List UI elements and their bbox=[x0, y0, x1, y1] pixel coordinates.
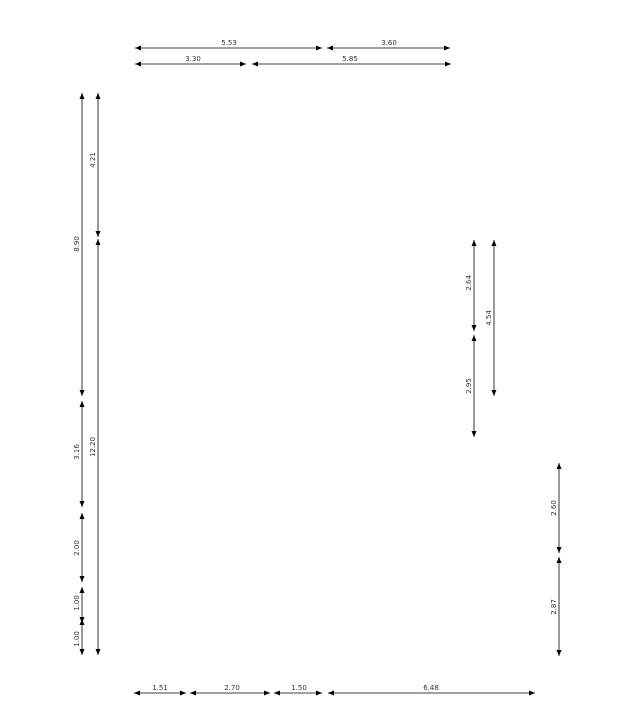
dimension-label: 4.21 bbox=[89, 152, 97, 168]
dimension-top-row-1-a bbox=[135, 39, 322, 51]
dimension-label: 2.70 bbox=[224, 684, 240, 692]
dimension-bottom-b bbox=[190, 684, 270, 696]
dimension-label: 12.20 bbox=[89, 436, 97, 458]
dimension-label: 2.00 bbox=[73, 540, 81, 556]
dimension-left-outer-e bbox=[73, 619, 85, 655]
dimension-middle-right-a-1 bbox=[465, 240, 477, 331]
dimension-bottom-d bbox=[328, 684, 535, 696]
dimension-top-row-2-b bbox=[252, 55, 451, 67]
dimension-bottom-a bbox=[134, 684, 186, 696]
dimension-far-right-b bbox=[550, 557, 562, 656]
dimension-label: 1.50 bbox=[291, 684, 307, 692]
dimension-left-inner-b bbox=[89, 239, 101, 655]
dimension-bottom-c bbox=[274, 684, 322, 696]
dimension-label: 3.30 bbox=[185, 55, 201, 63]
dimension-middle-right-a-2 bbox=[465, 335, 477, 437]
dimension-far-right-a bbox=[550, 463, 562, 553]
dimension-label: 1.00 bbox=[73, 595, 81, 611]
dimension-label: 1.51 bbox=[152, 684, 168, 692]
dimension-label: 2.95 bbox=[465, 378, 473, 394]
dimension-left-outer-b bbox=[73, 401, 85, 507]
dimension-label: 2.64 bbox=[465, 275, 473, 291]
dimension-top-row-1-b bbox=[327, 39, 450, 51]
dimension-middle-right-b bbox=[485, 240, 497, 396]
dimension-left-outer-d bbox=[73, 587, 85, 623]
dimension-left-outer-c bbox=[73, 513, 85, 582]
dimension-label: 5.53 bbox=[221, 39, 237, 47]
dimension-label: 3.60 bbox=[381, 39, 397, 47]
dimension-label: 2.87 bbox=[550, 599, 558, 615]
dimension-label: 4.54 bbox=[485, 310, 493, 326]
dimension-left-inner-a bbox=[89, 93, 101, 237]
dimension-label: 2.60 bbox=[550, 500, 558, 516]
dimension-left-outer-a bbox=[73, 93, 85, 396]
dimension-top-row-2-a bbox=[135, 55, 246, 67]
dimension-label: 5.85 bbox=[342, 55, 358, 63]
dimension-label: 1.00 bbox=[73, 631, 81, 647]
dimension-label: 3.16 bbox=[73, 444, 81, 460]
dimension-label: 6.48 bbox=[423, 684, 439, 692]
dimension-label: 8.90 bbox=[73, 236, 81, 252]
